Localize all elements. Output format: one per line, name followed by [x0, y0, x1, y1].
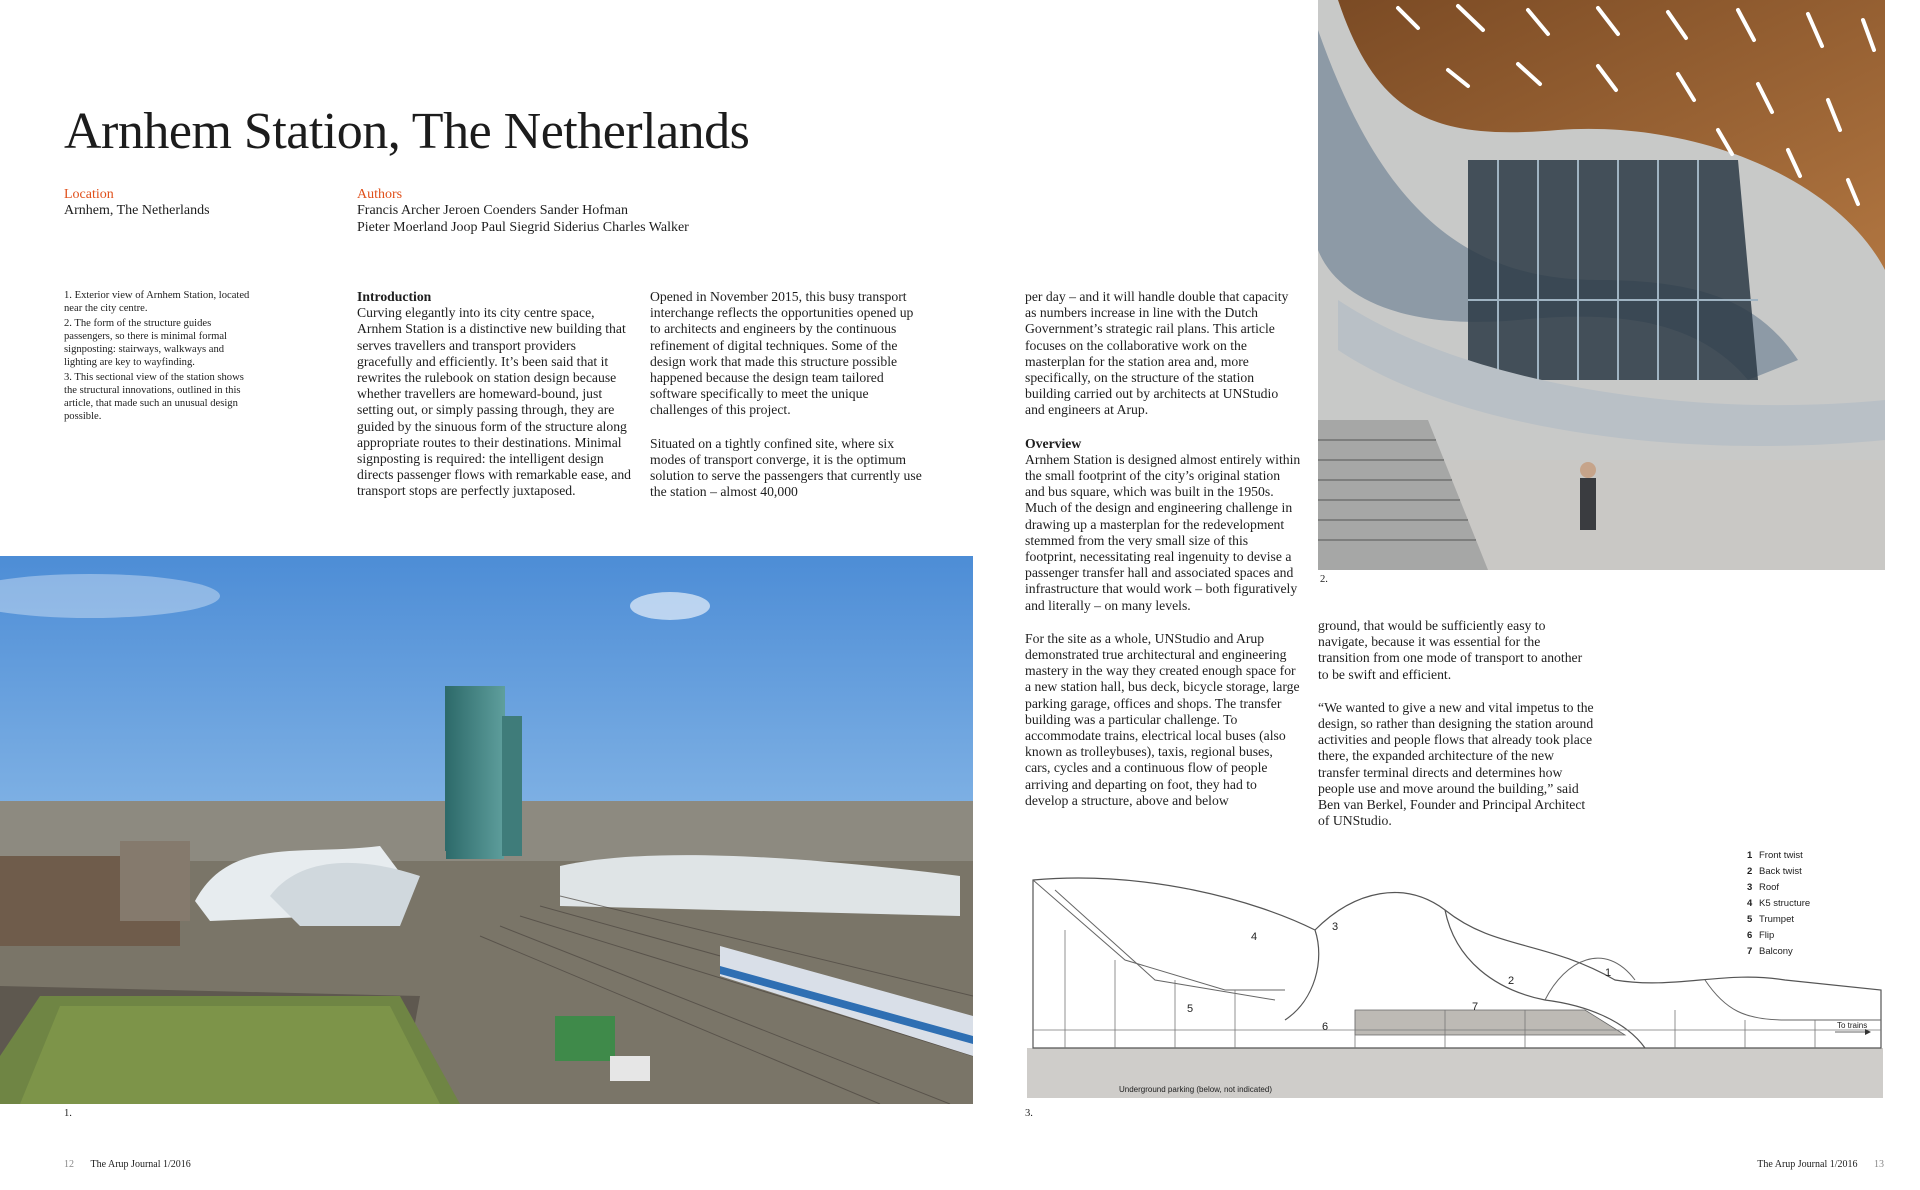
figure-captions [64, 289, 254, 425]
caption-1: 1. Exterior view of Arnhem Station, located near the city centre. [64, 290, 250, 314]
diagram-number-2: 2 [1508, 975, 1515, 987]
location-value: Arnhem, The Netherlands [64, 203, 210, 218]
left-folio [64, 1159, 191, 1170]
diagram-legend [1747, 848, 1887, 960]
paragraph-quote: “We wanted to give a new and vital impetus to the design, so rather than designing the station around activities and people flows that already took place there, the expanded architecture of the new transfer terminal directs and determines how people use and move around the building,” said Ben van Berkel, Founder and Principal Architect of UNStudio. [1318, 699, 1594, 829]
text-column-3 [1025, 289, 1301, 809]
paragraph-per-day: per day – and it will handle double that capacity as numbers increase in line with the Dutch Government’s strategic rail plans. This article focuses on the collaborative work on the masterplan for the station area and, more specifically, on the structure of the station building carried out by architects at UNStudio and engineers at Arup. [1025, 289, 1289, 418]
location-block [64, 187, 210, 220]
authors-label: Authors [357, 187, 403, 202]
legend-item: 3 Roof [1747, 882, 1780, 893]
intro-paragraph: Curving elegantly into its city centre space, Arnhem Station is a distinctive new building that serves travellers and transport providers gracefully and efficiently. It’s been said that it rewrites the rulebook on station design because whether travellers are homeward-bound, just setting out, or simply passing through, they are guided by the sinuous form of the structure along appropriate routes to their destinations. Minimal signposting is required: the intelligent design directs passenger flows with remarkable ease, and transport stops are perfectly juxtaposed. [357, 305, 632, 499]
diagram-number-7: 7 [1472, 1001, 1479, 1013]
text-column-1 [357, 289, 633, 500]
introduction-heading: Introduction [357, 289, 432, 304]
caption-2: 2. The form of the structure guides passengers, so there is minimal formal signposting: stairways, walkways and lighting are key to wayfinding. [64, 318, 227, 368]
figure-3-label: 3. [1025, 1108, 1033, 1119]
right-folio [1757, 1159, 1884, 1170]
authors-line-1: Francis Archer Jeroen Coenders Sander Hofman [357, 203, 628, 218]
interior-photo [1318, 0, 1885, 570]
text-column-2 [650, 289, 926, 500]
left-page-number: 12 [64, 1159, 74, 1170]
paragraph-site: For the site as a whole, UNStudio and Arup demonstrated true architectural and engineering mastery in the way they created enough space for a new station hall, bus deck, bicycle storage, large parking garage, offices and shops. The transfer building was a particular challenge. To accommodate trains, electrical local buses (also known as trolleybuses), taxis, regional buses, cars, cycles and a continuous flow of people arriving and departing on foot, they had to develop a structure, above and below [1025, 630, 1300, 808]
left-journal-name: The Arup Journal 1/2016 [90, 1159, 191, 1170]
legend-item: 4 K5 structure [1747, 898, 1811, 909]
legend-item: 7 Balcony [1747, 946, 1793, 957]
diagram-number-5: 5 [1187, 1003, 1194, 1015]
diagram-number-1: 1 [1605, 967, 1612, 979]
right-page-number: 13 [1874, 1159, 1884, 1170]
to-trains-label: To trains [1837, 1021, 1868, 1030]
authors-block [357, 187, 689, 236]
paragraph-opened: Opened in November 2015, this busy transport interchange reflects the opportunities opened up to architects and engineers by the continuous refinement of digital techniques. Some of the design work that made this structure possible happened because the design team tailored software specifically to meet the unique challenges of this project. [650, 289, 914, 418]
legend-item: 5 Trumpet [1747, 914, 1795, 925]
legend-item: 2 Back twist [1747, 866, 1802, 877]
paragraph-ground: ground, that would be sufficiently easy to navigate, because it was essential for the transition from one mode of transport to another to be swift and efficient. [1318, 618, 1583, 682]
diagram-number-4: 4 [1251, 931, 1258, 943]
legend-item: 1 Front twist [1747, 850, 1803, 861]
diagram-number-3: 3 [1332, 921, 1339, 933]
location-label: Location [64, 187, 114, 202]
authors-line-2: Pieter Moerland Joop Paul Siegrid Siderius Charles Walker [357, 219, 689, 235]
parking-note: Underground parking (below, not indicated) [1119, 1085, 1272, 1094]
figure-1-label: 1. [64, 1108, 72, 1119]
article-title: Arnhem Station, The Netherlands [64, 103, 750, 160]
legend-item: 6 Flip [1747, 930, 1775, 941]
exterior-photo [0, 556, 973, 1104]
paragraph-situated: Situated on a tightly confined site, where six modes of transport converge, it is the optimum solution to serve the passengers that currently use the station – almost 40,000 [650, 435, 922, 500]
figure-2-label: 2. [1320, 574, 1328, 585]
diagram-number-6: 6 [1322, 1021, 1329, 1033]
right-journal-name: The Arup Journal 1/2016 [1757, 1159, 1858, 1170]
interior-photo-graphic [1318, 0, 1885, 570]
exterior-photo-graphic [0, 556, 973, 1104]
overview-heading: Overview [1025, 435, 1082, 451]
text-column-4 [1318, 618, 1594, 829]
caption-3: 3. This sectional view of the station shows the structural innovations, outlined in this article, that made such an unusual design possible. [64, 372, 244, 422]
paragraph-overview: Arnhem Station is designed almost entirely within the small footprint of the city’s original station and bus square, which was built in the 1950s. Much of the design and engineering challenge in drawing up a masterplan for the redevelopment stemmed from the very small size of this footprint, necessitating real ingenuity to devise a passenger transfer hall and associated spaces and infrastructure that would work – both figuratively and literally – on many levels. [1025, 451, 1301, 613]
